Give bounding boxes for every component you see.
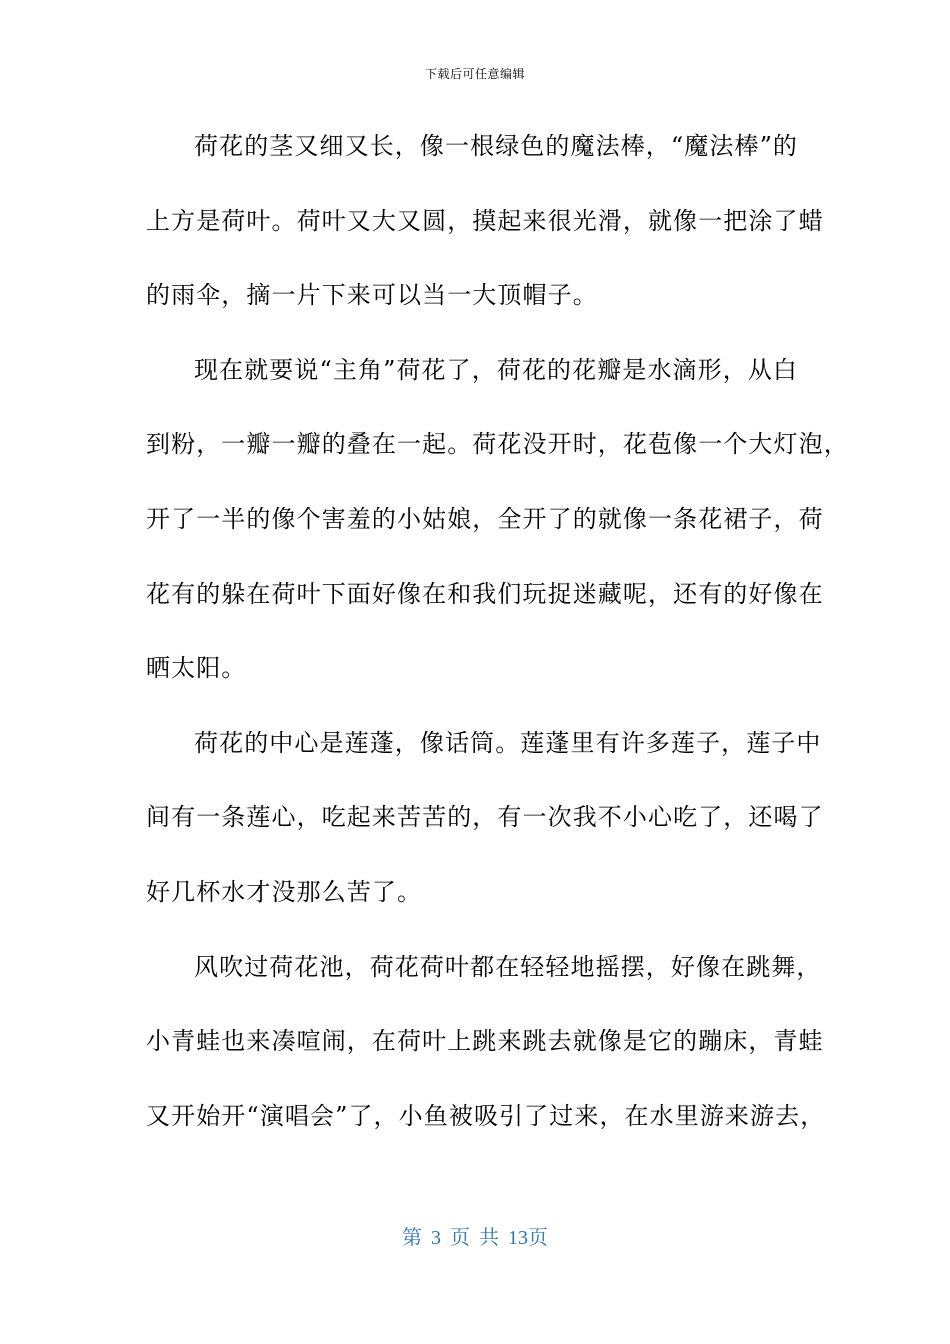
paragraph-1-line-2: 上方是荷叶。荷叶又大又圆，摸起来很光滑，就像一把涂了蜡 bbox=[146, 206, 824, 235]
paragraph-3-line-3: 好几杯水才没那么苦了。 bbox=[146, 877, 423, 906]
page-number-footer: 第 3 页 共 13页 bbox=[402, 1227, 548, 1249]
paragraph-3-line-2: 间有一条莲心，吃起来苦苦的，有一次我不小心吃了，还喝了 bbox=[146, 803, 824, 832]
page-header: 下载后可任意编辑 bbox=[424, 67, 525, 81]
paragraph-4-line-3: 又开始开“演唱会”了，小鱼被吸引了过来，在水里游来游去， bbox=[146, 1101, 826, 1130]
paragraph-1-line-1: 荷花的茎又细又长，像一根绿色的魔法棒，“魔法棒”的 bbox=[194, 132, 799, 160]
paragraph-2-line-5: 晒太阳。 bbox=[146, 654, 247, 683]
paragraph-2-line-1: 现在就要说“主角”荷花了，荷花的花瓣是水滴形，从白 bbox=[194, 355, 799, 384]
paragraph-2-line-3: 开了一半的像个害羞的小姑娘，全开了的就像一条花裙子，荷 bbox=[146, 504, 824, 533]
paragraph-4-line-1: 风吹过荷花池，荷花荷叶都在轻轻地摇摆，好像在跳舞， bbox=[194, 952, 822, 981]
paragraph-4-line-2: 小青蛙也来凑喧闹，在荷叶上跳来跳去就像是它的蹦床，青蛙 bbox=[146, 1027, 824, 1056]
paragraph-3-line-1: 荷花的中心是莲蓬，像话筒。莲蓬里有许多莲子，莲子中 bbox=[194, 728, 822, 757]
paragraph-2-line-4: 花有的躲在荷叶下面好像在和我们玩捉迷藏呢，还有的好像在 bbox=[146, 579, 824, 608]
document-body bbox=[146, 120, 849, 1164]
paragraph-2-line-2: 到粉，一瓣一瓣的叠在一起。荷花没开时，花苞像一个大灯泡， bbox=[146, 430, 849, 459]
paragraph-1-line-3: 的雨伞，摘一片下来可以当一大顶帽子。 bbox=[146, 281, 598, 310]
